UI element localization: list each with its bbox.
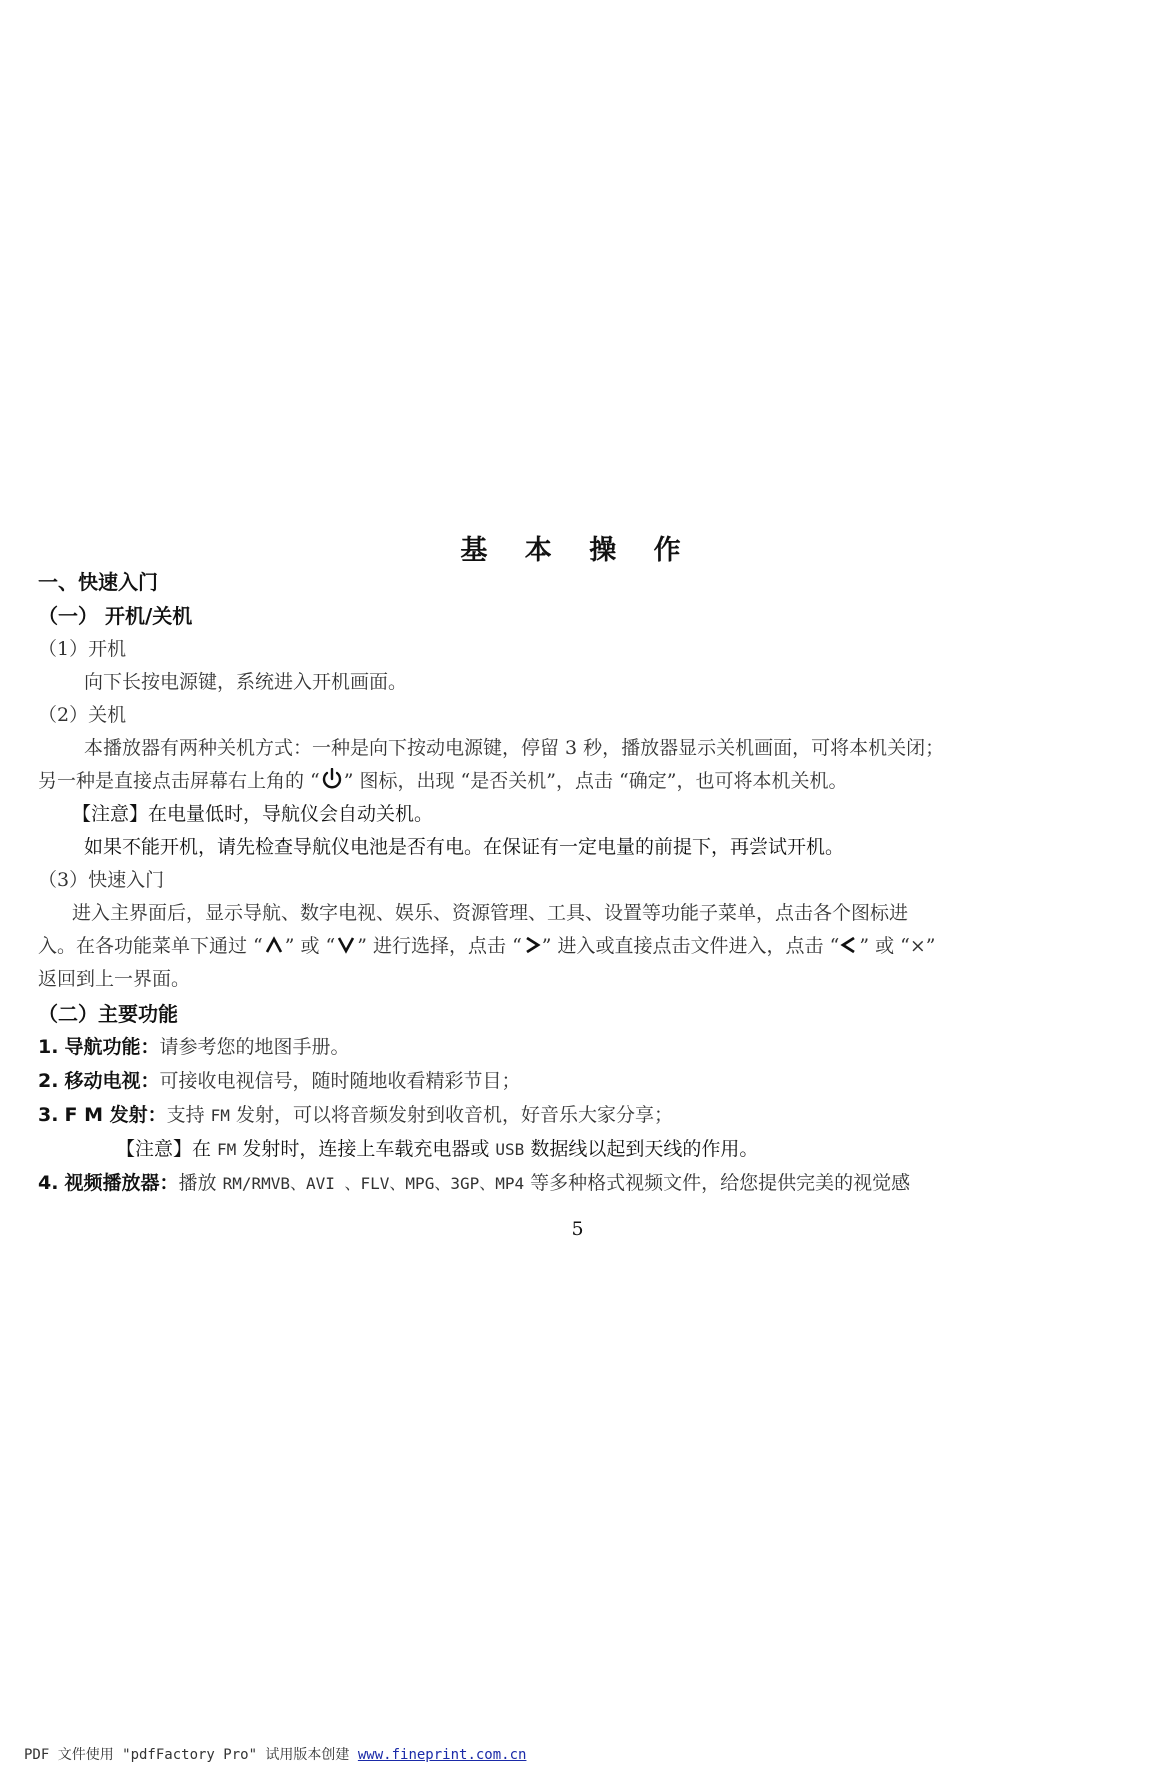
- chevron-left-icon: [840, 935, 858, 955]
- footer-text: PDF 文件使用 "pdfFactory Pro" 试用版本创建: [24, 1747, 358, 1763]
- function-mobile-tv: [38, 1066, 1085, 1093]
- function-label: F M 发射：: [64, 1104, 167, 1126]
- note-cannot-power-on: 如果不能开机，请先检查导航仪电池是否有电。在保证有一定电量的前提下，再尝试开机。: [84, 836, 845, 858]
- section-heading-quick-start: 一、快速入门: [38, 570, 158, 594]
- footer-link[interactable]: www.fineprint.com.cn: [357, 1747, 527, 1763]
- pdf-footer: [24, 1744, 526, 1764]
- function-fm-transmit: [38, 1100, 1085, 1127]
- note-low-battery: 【注意】在电量低时，导航仪会自动关机。: [72, 803, 434, 825]
- quick-start-text-d: ” 进入或直接点击文件进入，点击 “: [541, 935, 840, 957]
- chevron-right-icon: [523, 935, 541, 955]
- power-off-text-b: ” 图标，出现 “是否关机”，点击 “确定”，也可将本机关机。: [343, 770, 848, 792]
- function-text-b: 发射，可以将音频发射到收音机，好音乐大家分享；: [229, 1104, 673, 1126]
- function-video-player: [38, 1168, 1085, 1195]
- function-number: 4.: [38, 1172, 59, 1194]
- quick-start-line3: 返回到上一界面。: [38, 968, 191, 990]
- chevron-down-icon: [336, 935, 356, 955]
- subsection-heading-power: （一） 开机/关机: [38, 604, 193, 628]
- chevron-up-icon: [264, 935, 284, 955]
- item-heading-power-off: （2）关机: [38, 704, 127, 726]
- page-title: 基 本 操 作: [460, 535, 695, 566]
- page-number: 5: [571, 1218, 584, 1240]
- quick-start-line2: [38, 931, 1085, 958]
- item-heading-power-on: （1）开机: [38, 638, 127, 660]
- function-number: 2.: [38, 1070, 59, 1092]
- function-text-a: 播放: [178, 1172, 223, 1194]
- function-number: 3.: [38, 1104, 59, 1126]
- power-on-text: 向下长按电源键，系统进入开机画面。: [84, 671, 408, 693]
- function-label: 视频播放器：: [64, 1172, 179, 1194]
- quick-start-text-e: ” 或 “×”: [859, 935, 936, 957]
- function-label: 移动电视：: [64, 1070, 160, 1092]
- function-number: 1.: [38, 1036, 59, 1058]
- function-text: 请参考您的地图手册。: [159, 1036, 350, 1058]
- video-formats: RM/RMVB、AVI 、FLV、MPG、3GP、MP4: [222, 1174, 525, 1193]
- power-icon: [321, 768, 343, 790]
- function-navigation: [38, 1032, 1085, 1059]
- item-heading-quick-start: （3）快速入门: [38, 869, 165, 891]
- power-off-para-line1: 本播放器有两种关机方式：一种是向下按动电源键，停留 3 秒，播放器显示关机画面，可将本机关闭；: [84, 737, 945, 759]
- power-off-para-line2: [38, 766, 1085, 793]
- function-text: 可接收电视信号，随时随地收看精彩节目；: [159, 1070, 521, 1092]
- note-text-a: 【注意】在: [116, 1138, 218, 1160]
- fm-term: FM: [217, 1140, 237, 1159]
- subsection-heading-main-functions: （二）主要功能: [38, 1002, 178, 1026]
- function-label: 导航功能：: [64, 1036, 160, 1058]
- quick-start-line1: 进入主界面后，显示导航、数字电视、娱乐、资源管理、工具、设置等功能子菜单，点击各个图标进: [72, 902, 909, 924]
- quick-start-text-c: ” 进行选择，点击 “: [357, 935, 522, 957]
- function-text-a: 支持: [166, 1104, 211, 1126]
- note-fm-antenna: [38, 1134, 1085, 1161]
- fm-term: FM: [210, 1106, 230, 1125]
- function-text-b: 等多种格式视频文件，给您提供完美的视觉感: [524, 1172, 911, 1194]
- quick-start-text-a: 入。在各功能菜单下通过 “: [38, 935, 263, 957]
- quick-start-text-b: ” 或 “: [284, 935, 336, 957]
- note-text-b: 发射时，连接上车载充电器或: [236, 1138, 496, 1160]
- usb-term: USB: [495, 1140, 525, 1159]
- note-text-c: 数据线以起到天线的作用。: [524, 1138, 759, 1160]
- power-off-text-a: 另一种是直接点击屏幕右上角的 “: [38, 770, 320, 792]
